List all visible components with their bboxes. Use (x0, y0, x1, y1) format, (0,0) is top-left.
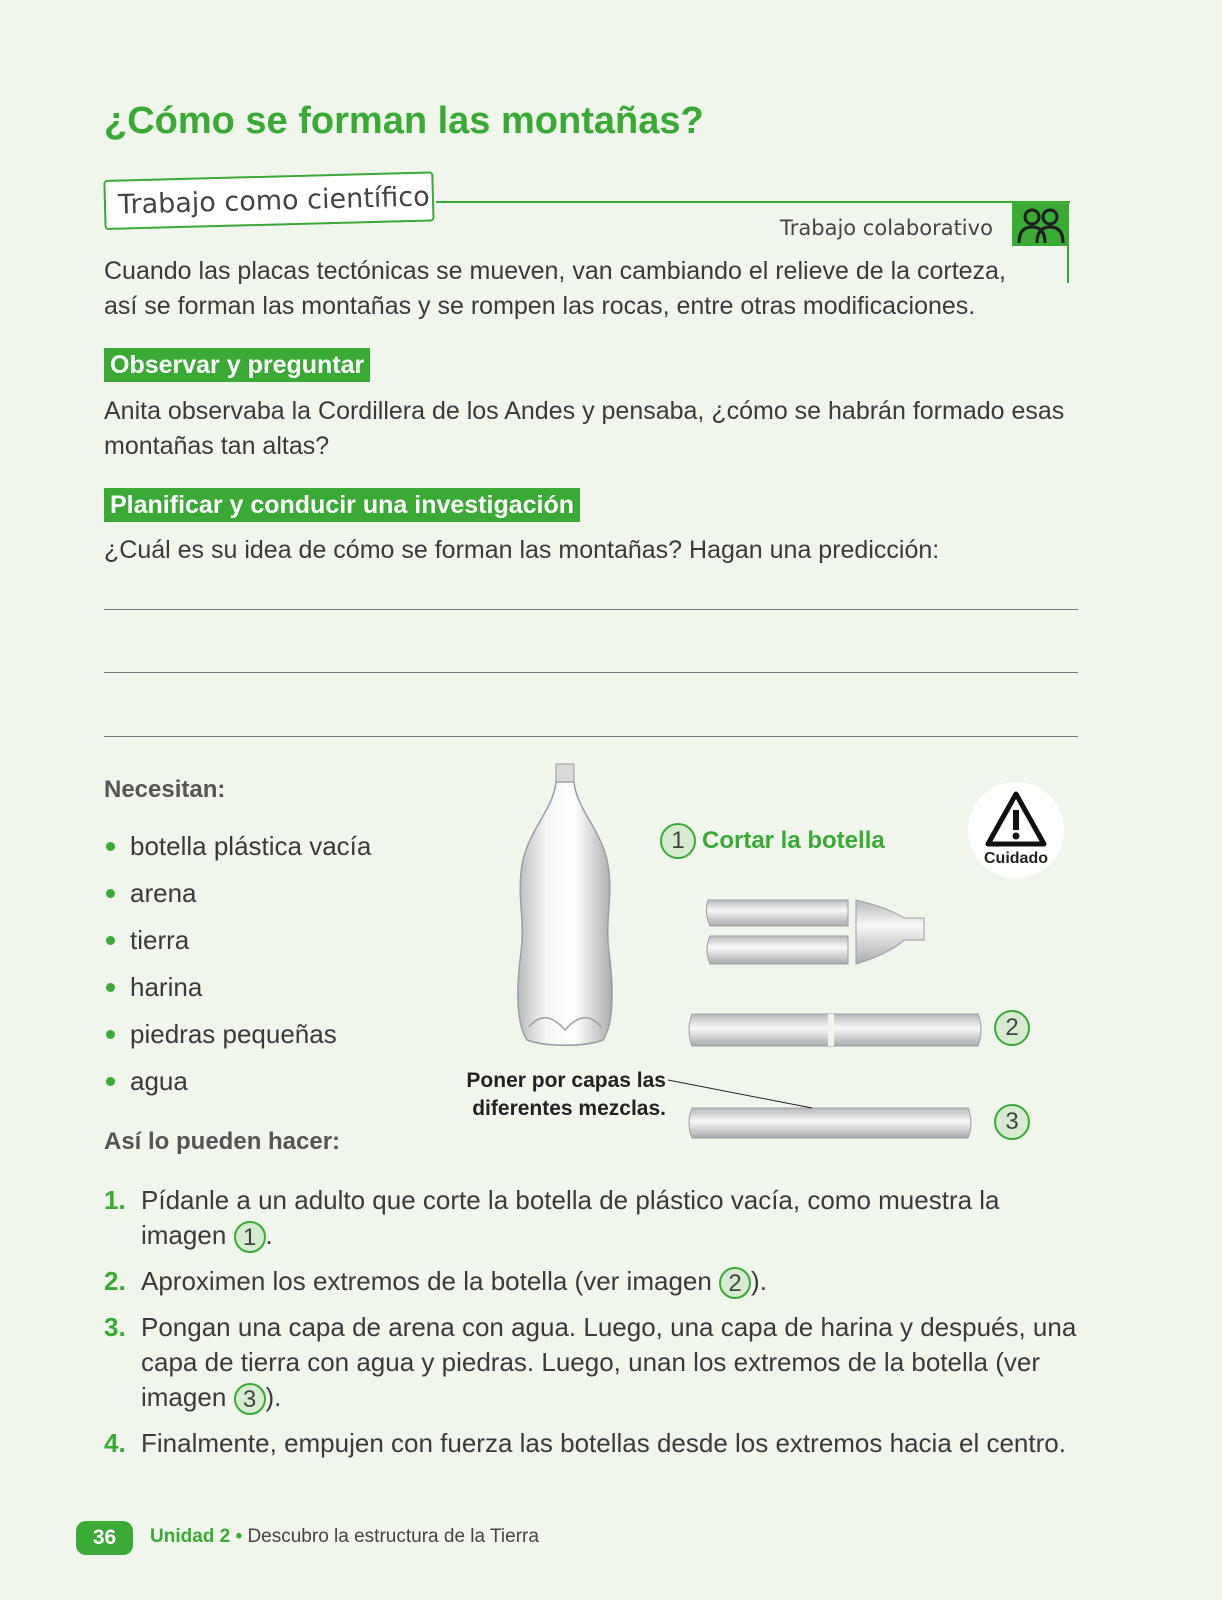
materials-list (104, 830, 371, 1112)
image-ref-badge: 1 (234, 1221, 266, 1253)
cut-bottle-illustration (704, 896, 929, 968)
image-ref-badge: 2 (719, 1267, 751, 1299)
bullet-icon (106, 936, 115, 945)
bullet-icon (106, 983, 115, 992)
list-item: 2. Aproximen los extremos de la botella (ver imagen 2 ). (104, 1264, 1104, 1299)
warning-badge (968, 782, 1064, 878)
answer-line[interactable] (104, 672, 1078, 673)
bottle-illustration (515, 762, 615, 1047)
section-tag-label: Trabajo como científico (117, 180, 431, 221)
answer-line[interactable] (104, 609, 1078, 610)
answer-line[interactable] (104, 736, 1078, 737)
intro-paragraph: Cuando las placas tectónicas se mueven, van cambiando el relieve de la corteza, así se forman las montañas y se rompen las rocas, entre otras modificaciones. (104, 257, 1006, 320)
list-item: arena (104, 877, 371, 924)
list-item: botella plástica vacía (104, 830, 371, 877)
observe-paragraph: Anita observaba la Cordillera de los Andes y pensaba, ¿cómo se habrán formado esas montañas tan altas? (104, 397, 1065, 460)
caption-leader-line (668, 1076, 818, 1112)
warning-label: Cuidado (984, 850, 1048, 867)
two-people-icon (1012, 203, 1069, 246)
observe-heading: Observar y preguntar (104, 348, 370, 382)
bullet-icon (106, 1077, 115, 1086)
procedure-heading: Así lo pueden hacer: (104, 1128, 341, 1155)
procedure-steps (104, 1183, 1104, 1472)
figure-caption: Poner por capas las diferentes mezclas. (466, 1069, 666, 1120)
warning-icon (984, 790, 1048, 848)
step-number-badge: 3 (994, 1104, 1030, 1140)
bullet-icon (106, 842, 115, 851)
collaborative-label: Trabajo colaborativo (780, 216, 993, 240)
joined-bottle-illustration (688, 1012, 983, 1048)
step-number-badge: 2 (994, 1010, 1030, 1046)
footer-unit: Unidad 2 • Descubro la estructura de la Tierra (150, 1526, 539, 1547)
plan-heading: Planificar y conducir una investigación (104, 488, 580, 522)
bullet-icon (106, 889, 115, 898)
list-item: harina (104, 971, 371, 1018)
page-title: ¿Cómo se forman las montañas? (104, 100, 704, 142)
section-rule (436, 201, 1070, 203)
step-number-badge: 1 (660, 823, 696, 859)
list-item: agua (104, 1065, 371, 1112)
list-item: 1. Pídanle a un adulto que corte la botella de plástico vacía, como muestra la imagen 1 . (104, 1183, 1011, 1253)
section-tag (103, 171, 434, 230)
page-number: 36 (76, 1521, 133, 1555)
list-item: tierra (104, 924, 371, 971)
list-item: 4. Finalmente, empujen con fuerza las botellas desde los extremos hacia el centro. (104, 1428, 1066, 1459)
image-ref-badge: 3 (234, 1383, 266, 1415)
prediction-question: ¿Cuál es su idea de cómo se forman las montañas? Hagan una predicción: (104, 536, 940, 564)
materials-heading: Necesitan: (104, 776, 226, 803)
step1-figure-label: 1 Cortar la botella (660, 823, 885, 859)
list-item: piedras pequeñas (104, 1018, 371, 1065)
bullet-icon (106, 1030, 115, 1039)
list-item: 3. Pongan una capa de arena con agua. Luego, una capa de harina y después, una capa de tierra con agua y piedras. Luego, unan los extremos de la botella (ver imagen 3 ). (104, 1310, 1086, 1415)
